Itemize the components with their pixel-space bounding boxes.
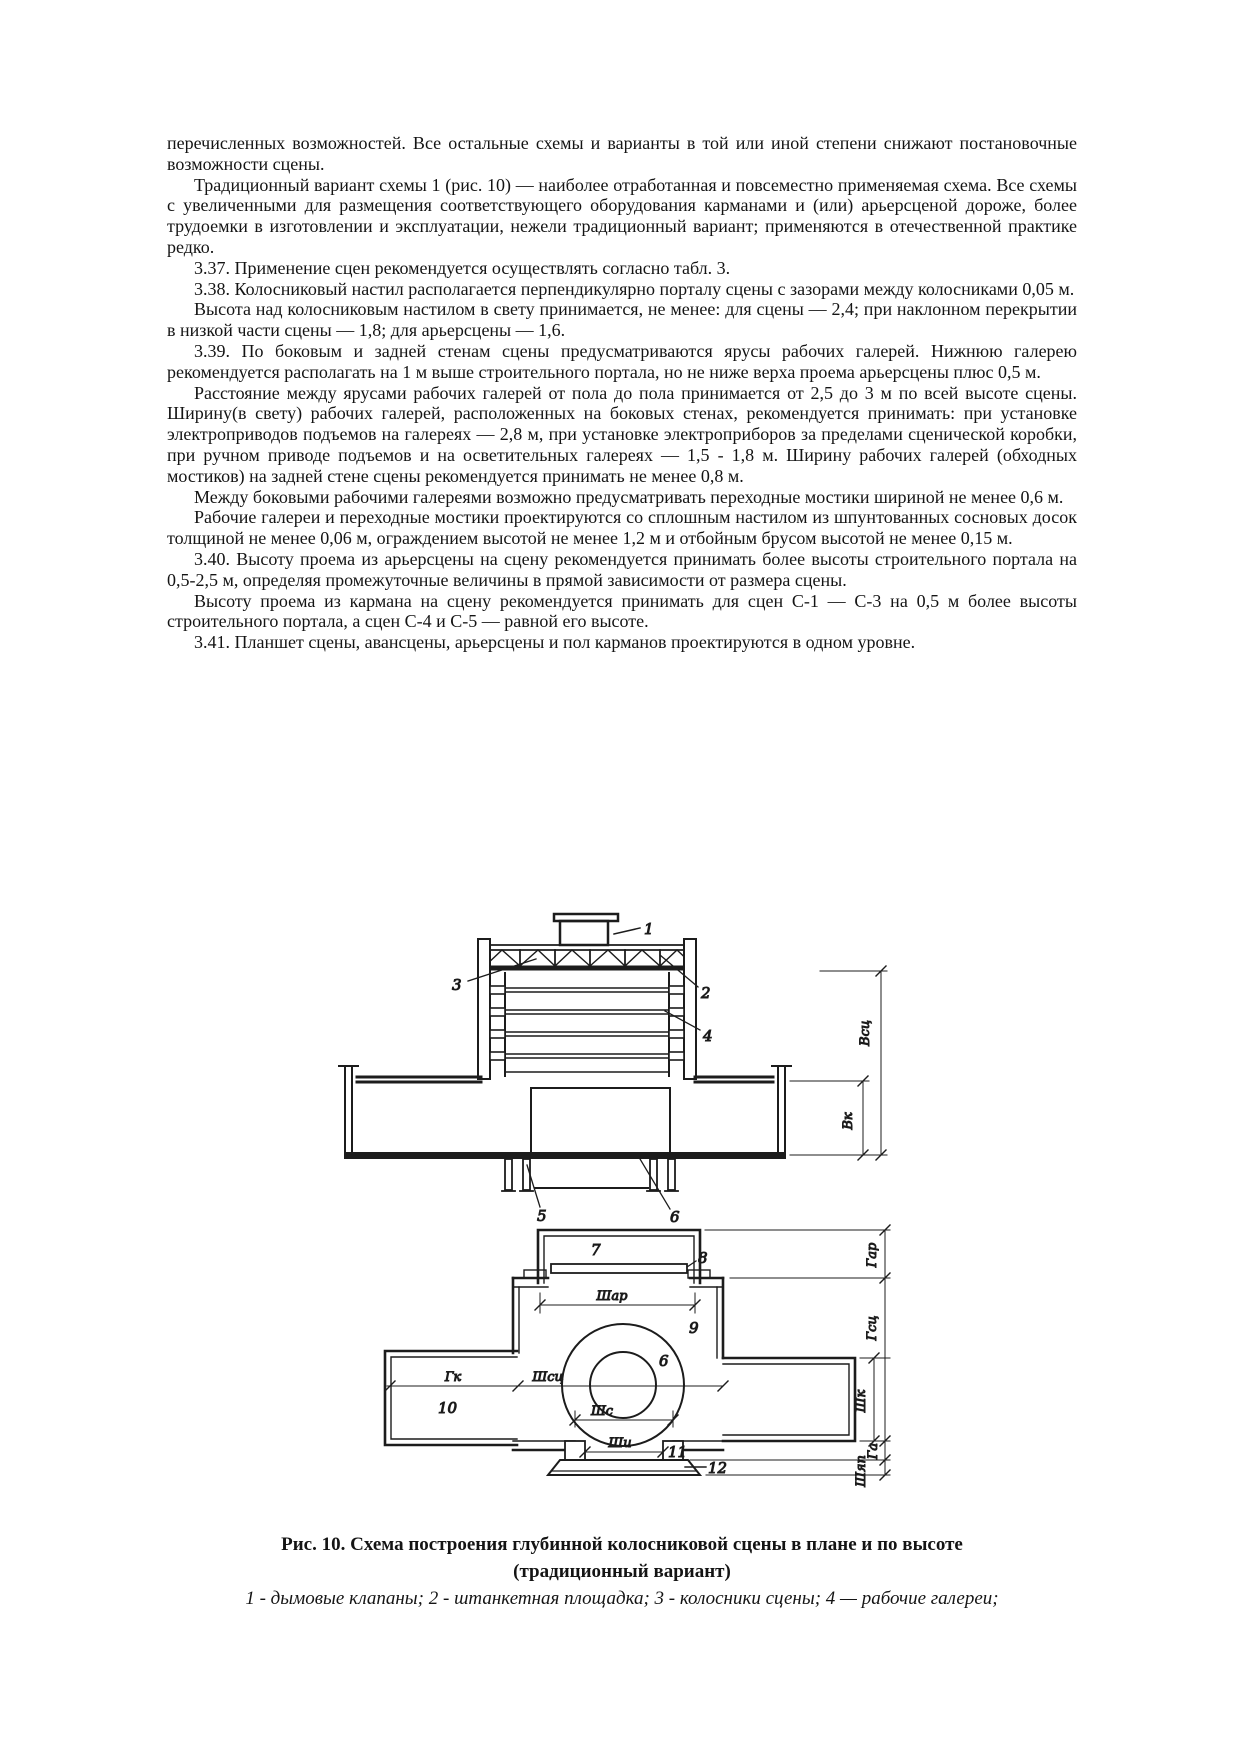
paragraph: Высота над колосниковым настилом в свету принимается, не менее: для сцены — 2,4; при наклонном перекрытии в низкой части сцены — 1,8; для арьерсцены — 1,6. bbox=[167, 299, 1077, 341]
paragraph: 3.39. По боковым и задней стенам сцены предусматриваются ярусы рабочих галерей. Нижнюю галерею рекомендуется располагать на 1 м выше строительного портала, но не ниже верха проема арьерсцены плюс 0,5 м. bbox=[167, 340, 1077, 382]
dim-label-shsc: Шсц bbox=[532, 1370, 564, 1385]
section-label-2: 2 bbox=[701, 984, 711, 1002]
understage bbox=[502, 1159, 678, 1191]
plan-label-12: 12 bbox=[708, 1459, 728, 1477]
dim-label-gar: Гар bbox=[865, 1242, 880, 1268]
section-label-5: 5 bbox=[537, 1207, 547, 1225]
figure-legend: 1 - дымовые клапаны; 2 - штанкетная площадка; 3 - колосники сцены; 4 — рабочие галереи; bbox=[245, 1588, 999, 1609]
paragraph: 3.40. Высоту проема из арьерсцены на сцену рекомендуется принимать более высоты строительного портала на 0,5-2,5 м, определяя промежуточные величины в прямой зависимости от размера сцены. bbox=[167, 548, 1077, 590]
plan-label-6: 6 bbox=[659, 1352, 669, 1370]
dim-label-vsc: Всц bbox=[858, 1020, 873, 1046]
revolve-ring bbox=[562, 1324, 684, 1446]
paragraph: перечисленных возможностей. Все остальные схемы и варианты в той или иной степени снижают постановочные возможности сцены. bbox=[167, 133, 1077, 174]
outer-walls bbox=[339, 1066, 791, 1158]
paragraph: Между боковыми рабочими галереями возможно предусматривать переходные мостики шириной не менее 0,6 м. bbox=[194, 486, 1064, 507]
plan-label-11: 11 bbox=[668, 1443, 688, 1461]
dim-label-shar: Шар bbox=[596, 1289, 628, 1304]
plan-label-10: 10 bbox=[438, 1399, 458, 1417]
section-label-6: 6 bbox=[670, 1208, 680, 1226]
plan-label-8: 8 bbox=[698, 1249, 708, 1267]
dim-label-shs: Шс bbox=[590, 1404, 614, 1419]
paragraph: Расстояние между ярусами рабочих галерей от пола до пола принимается от 2,5 до 3 м по всей высоте сцены. Ширину(в свету) рабочих галерей, расположенных на боковых стенах, рекомендуется принимать: при установке электроприводов подъемов на галереях — 2,8 м, при установке электроприборов за пределами сценической коробки, при ручном приводе подъемов и на осветительных галереях — 1,5 - 1,8 м. Ширину рабочих галерей (обходных мостиков) на задней стене сцены рекомендуется принимать не менее 0,8 м. bbox=[167, 382, 1077, 486]
pocket-roofs bbox=[357, 1077, 773, 1082]
smoke-vent bbox=[554, 914, 640, 945]
figure-caption-line1: Рис. 10. Схема построения глубинной колосниковой сцены в плане и по высоте bbox=[281, 1534, 963, 1555]
section-label-1: 1 bbox=[644, 920, 654, 938]
paragraph: Традиционный вариант схемы 1 (рис. 10) — наиболее отработанная и повсеместно применяемая схема. Все схемы с увеличенными для размещения соответствующего оборудования карманами и (или) арьерсценой дороже, более трудоемки в изготовлении и эксплуатации, нежели традиционный вариант; применяются в отечественной практике редко. bbox=[167, 174, 1077, 257]
paragraph: Рабочие галереи и переходные мостики проектируются со сплошным настилом из шпунтованных сосновых досок толщиной не менее 0,06 м, ограждением высотой не менее 1,2 м и отбойным брусом высотой не менее 0,15 м. bbox=[167, 507, 1077, 549]
left-pocket-plan bbox=[385, 1351, 517, 1445]
plan-label-9: 9 bbox=[689, 1319, 699, 1337]
dim-label-gk: Гк bbox=[444, 1370, 462, 1385]
dim-label-shi: Ши bbox=[608, 1436, 632, 1451]
section-dimensions bbox=[790, 966, 887, 1160]
dim-label-gsc: Гсц bbox=[865, 1315, 880, 1341]
rear-opening bbox=[531, 1088, 670, 1154]
stage-scheme-drawing bbox=[320, 893, 910, 1511]
paragraph: 3.41. Планшет сцены, авансцены, арьерсцены и пол карманов проектируются в одном уровне. bbox=[194, 632, 916, 653]
dim-label-shk: Шк bbox=[854, 1389, 869, 1413]
section-label-4: 4 bbox=[703, 1027, 713, 1045]
dim-label-vk: Вк bbox=[841, 1112, 856, 1130]
working-galleries bbox=[490, 986, 684, 1072]
section-label-3: 3 bbox=[452, 976, 462, 994]
dim-label-ga: Га bbox=[866, 1442, 881, 1460]
apron bbox=[548, 1460, 706, 1475]
stage-floor bbox=[345, 1152, 785, 1159]
plan-label-7: 7 bbox=[591, 1241, 601, 1259]
right-pocket-plan bbox=[723, 1358, 855, 1441]
paragraph: 3.38. Колосниковый настил располагается перпендикулярно порталу сцены с зазорами между колосниками 0,05 м. bbox=[194, 278, 1075, 299]
dim-label-shyap: Шяп bbox=[854, 1455, 869, 1487]
figure-10 bbox=[320, 893, 910, 1511]
figure-caption-line2: (традиционный вариант) bbox=[513, 1561, 731, 1582]
body-text bbox=[167, 133, 1077, 653]
rear-stage-plan bbox=[538, 1230, 700, 1283]
paragraph: Высоту проема из кармана на сцену рекомендуется принимать для сцен С-1 — С-3 на 0,5 м более высоты строительного портала, а сцен С-4 и С-5 — равной его высоте. bbox=[167, 590, 1077, 632]
paragraph: 3.37. Применение сцен рекомендуется осуществлять согласно табл. 3. bbox=[194, 257, 731, 278]
